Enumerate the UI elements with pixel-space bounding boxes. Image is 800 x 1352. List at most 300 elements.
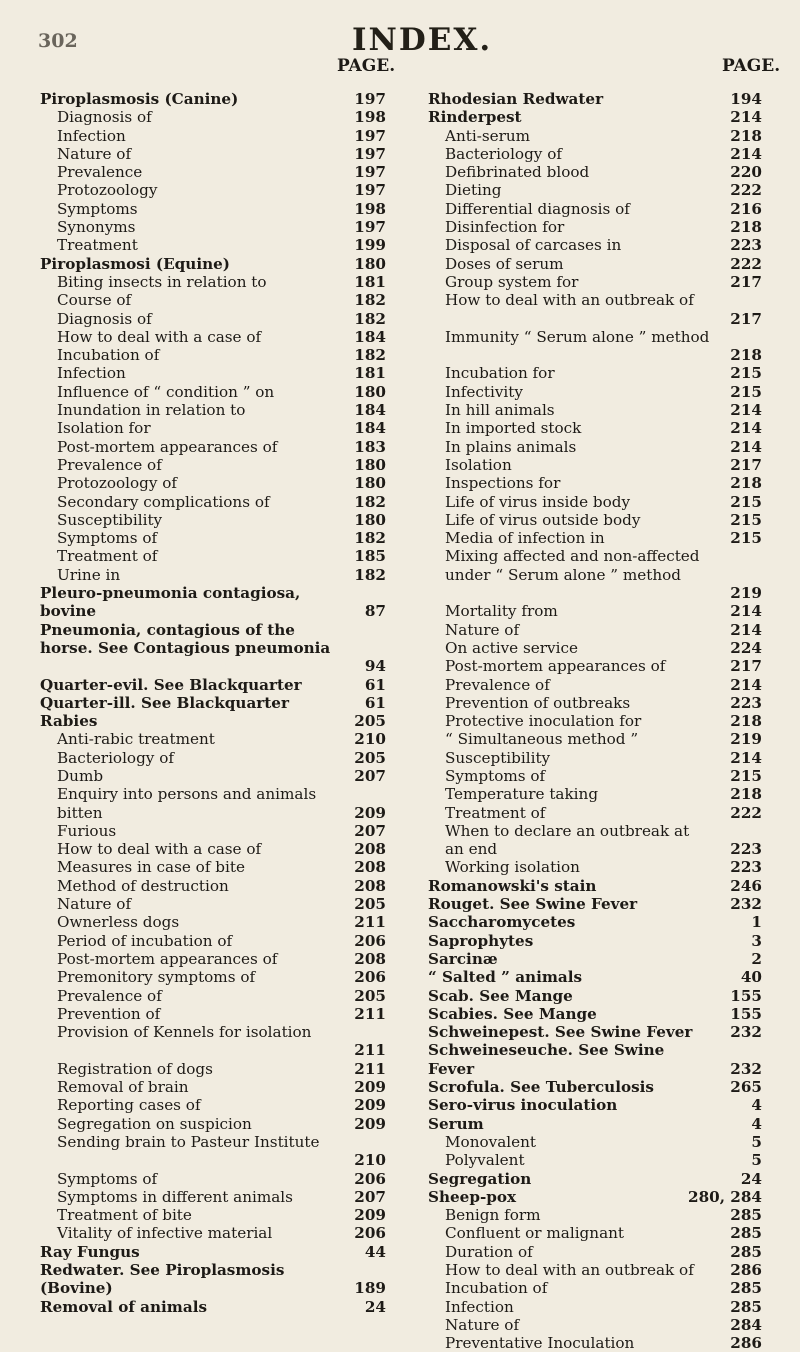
entry-page-number: 210	[350, 1151, 386, 1169]
index-subentry	[40, 987, 386, 1005]
entry-page-number: 185	[350, 547, 386, 565]
entry-term: Enquiry into persons and animals bitten	[57, 785, 317, 822]
entry-page-number: 194	[726, 90, 762, 108]
entry-page-number: 197	[350, 90, 386, 108]
entry-page-number: 232	[726, 895, 762, 913]
entry-term: Anti-serum	[445, 126, 531, 145]
entry-page-number: 219	[726, 730, 762, 748]
entry-page-number: 280, 284	[684, 1188, 762, 1206]
entry-page-number: 183	[350, 438, 386, 456]
entry-page-number: 155	[726, 987, 762, 1005]
index-subentry	[40, 822, 386, 840]
index-entry	[40, 1243, 386, 1261]
index-entry	[428, 968, 762, 986]
entry-page-number: 217	[726, 273, 762, 291]
entry-page-number: 198	[350, 200, 386, 218]
entry-page-number: 4	[747, 1096, 762, 1114]
index-subentry	[40, 218, 386, 236]
index-entry	[40, 90, 386, 108]
entry-term: Symptoms	[57, 199, 138, 218]
index-subentry	[428, 328, 762, 365]
entry-page-number: 219	[726, 584, 762, 602]
index-subentry	[428, 493, 762, 511]
entry-page-number: 180	[350, 255, 386, 273]
entry-term: Influence of “ condition ” on	[57, 382, 275, 401]
index-entry	[40, 694, 386, 712]
entry-page-number: 285	[726, 1224, 762, 1242]
index-entry	[428, 987, 762, 1005]
index-subentry	[40, 1096, 386, 1114]
entry-page-number: 215	[726, 767, 762, 785]
index-subentry	[40, 1188, 386, 1206]
entry-page-number: 215	[726, 493, 762, 511]
index-subentry	[40, 493, 386, 511]
entry-term: Confluent or malignant	[445, 1224, 625, 1243]
index-subentry	[428, 1151, 762, 1169]
entry-term: Biting insects in relation to	[57, 272, 267, 291]
entry-page-number: 180	[350, 474, 386, 492]
index-entry	[428, 877, 762, 895]
page-column-label-left: PAGE.	[337, 56, 396, 76]
index-subentry	[428, 1133, 762, 1151]
entry-page-number: 4	[747, 1115, 762, 1133]
page-column-label-right: PAGE.	[722, 56, 781, 76]
index-entry	[428, 1023, 762, 1041]
entry-page-number: 222	[726, 255, 762, 273]
entry-page-number: 208	[350, 840, 386, 858]
index-subentry	[40, 383, 386, 401]
entry-term: Prevalence	[57, 163, 143, 182]
entry-page-number: 224	[726, 639, 762, 657]
entry-page-number: 214	[726, 676, 762, 694]
index-entry	[40, 1261, 386, 1298]
entry-page-number: 180	[350, 383, 386, 401]
entry-term: Scab. See Mange	[428, 986, 573, 1005]
entry-page-number: 214	[726, 419, 762, 437]
index-entry	[428, 932, 762, 950]
index-subentry	[40, 950, 386, 968]
index-subentry	[40, 346, 386, 364]
index-entry	[428, 108, 762, 126]
index-subentry	[40, 127, 386, 145]
entry-term: How to deal with a case of	[57, 840, 262, 859]
entry-term: Temperature taking	[445, 785, 599, 804]
entry-term: How to deal with an outbreak of	[445, 1261, 694, 1279]
entry-page-number: 182	[350, 291, 386, 309]
index-subentry	[428, 621, 762, 639]
entry-term: Polyvalent	[445, 1151, 525, 1170]
entry-page-number: 265	[726, 1078, 762, 1096]
entry-page-number: 286	[726, 1334, 762, 1352]
entry-page-number: 214	[726, 602, 762, 620]
entry-page-number: 222	[726, 181, 762, 199]
index-subentry	[428, 730, 762, 748]
page-header	[0, 0, 800, 76]
entry-term: Disposal of carcases in	[445, 236, 622, 255]
entry-page-number: 182	[350, 310, 386, 328]
entry-term: Diagnosis of	[57, 309, 152, 328]
entry-term: Rabies	[40, 712, 98, 731]
entry-term: Segregation on suspicion	[57, 1114, 252, 1133]
entry-term: Treatment of	[445, 803, 546, 822]
index-subentry	[428, 694, 762, 712]
entry-term: Incubation for	[445, 364, 555, 383]
entry-page-number: 206	[350, 932, 386, 950]
index-subentry	[40, 895, 386, 913]
entry-page-number: 197	[350, 145, 386, 163]
entry-term: Life of virus inside body	[445, 492, 631, 511]
entry-term: “ Salted ” animals	[428, 968, 583, 987]
index-subentry	[428, 236, 762, 254]
index-subentry	[428, 419, 762, 437]
entry-term: Infectivity	[445, 382, 523, 401]
entry-page-number: 180	[350, 511, 386, 529]
index-subentry	[428, 163, 762, 181]
entry-page-number: 208	[350, 950, 386, 968]
entry-page-number: 286	[726, 1261, 762, 1279]
entry-page-number: 211	[350, 1005, 386, 1023]
entry-page-number: 182	[350, 529, 386, 547]
index-subentry	[40, 858, 386, 876]
index-subentry	[40, 932, 386, 950]
entry-term: Quarter-ill. See Blackquarter	[40, 693, 289, 712]
index-subentry	[40, 749, 386, 767]
index-entry	[40, 1298, 386, 1316]
entry-term: Dieting	[445, 181, 502, 200]
entry-term: Period of incubation of	[57, 931, 233, 950]
entry-term: Secondary complications of	[57, 492, 270, 511]
entry-term: Method of destruction	[57, 876, 229, 895]
index-entry	[428, 90, 762, 108]
entry-page-number: 214	[726, 145, 762, 163]
page-title: INDEX.	[352, 22, 493, 58]
entry-page-number: 209	[350, 1206, 386, 1224]
index-subentry	[428, 1206, 762, 1224]
entry-page-number: 5	[747, 1151, 762, 1169]
entry-term: Mortality from	[445, 602, 558, 621]
entry-page-number: 61	[361, 676, 386, 694]
entry-term: Inspections for	[445, 474, 561, 493]
index-subentry	[40, 1224, 386, 1242]
entry-term: Sero-virus inoculation	[428, 1096, 618, 1115]
index-subentry	[428, 456, 762, 474]
index-subentry	[40, 273, 386, 291]
entry-page-number: 206	[350, 1224, 386, 1242]
entry-term: Pleuro-pneumonia contagiosa, bovine	[40, 584, 301, 621]
entry-term: Synonyms	[57, 218, 136, 237]
entry-page-number: 220	[726, 163, 762, 181]
entry-page-number: 205	[350, 987, 386, 1005]
entry-term: “ Simultaneous method ”	[445, 730, 639, 749]
entry-term: Isolation for	[57, 419, 151, 438]
index-entry	[40, 255, 386, 273]
index-subentry	[428, 657, 762, 675]
entry-term: Infection	[57, 126, 126, 145]
entry-term: Doses of serum	[445, 254, 564, 273]
entry-term: Infection	[445, 1297, 514, 1316]
entry-term: Course of	[57, 291, 132, 310]
entry-term: Differential diagnosis of	[445, 199, 630, 218]
entry-page-number: 61	[361, 694, 386, 712]
entry-page-number: 197	[350, 163, 386, 181]
index-subentry	[40, 785, 386, 822]
entry-term: In plains animals	[445, 437, 577, 456]
index-subentry	[428, 291, 762, 328]
entry-page-number: 217	[726, 310, 762, 328]
entry-term: Rhodesian Redwater	[428, 90, 604, 108]
index-subentry	[40, 1206, 386, 1224]
entry-page-number: 180	[350, 456, 386, 474]
entry-term: Defibrinated blood	[445, 163, 590, 182]
entry-term: Scrofula. See Tuberculosis	[428, 1078, 654, 1097]
entry-term: Post-mortem appearances of	[57, 437, 278, 456]
entry-page-number: 223	[726, 236, 762, 254]
entry-page-number: 181	[350, 273, 386, 291]
entry-page-number: 184	[350, 328, 386, 346]
entry-term: Monovalent	[445, 1132, 536, 1151]
index-subentry	[428, 529, 762, 547]
entry-page-number: 205	[350, 712, 386, 730]
entry-term: Measures in case of bite	[57, 858, 245, 877]
entry-page-number: 209	[350, 1096, 386, 1114]
entry-page-number: 209	[350, 804, 386, 822]
index-subentry	[40, 913, 386, 931]
index-entry	[428, 1170, 762, 1188]
index-subentry	[428, 383, 762, 401]
entry-page-number: 214	[726, 401, 762, 419]
index-subentry	[428, 676, 762, 694]
entry-page-number: 208	[350, 858, 386, 876]
entry-page-number: 214	[726, 438, 762, 456]
entry-page-number: 218	[726, 127, 762, 145]
index-subentry	[428, 218, 762, 236]
entry-term: Susceptibility	[57, 510, 163, 529]
entry-term: Prevention of	[57, 1004, 161, 1023]
index-subentry	[428, 712, 762, 730]
entry-term: Saccharomycetes	[428, 913, 576, 932]
entry-page-number: 2	[747, 950, 762, 968]
index-subentry	[428, 1298, 762, 1316]
index-entry	[40, 621, 386, 676]
index-subentry	[428, 639, 762, 657]
entry-term: Prevalence of	[445, 675, 550, 694]
entry-page-number: 198	[350, 108, 386, 126]
entry-term: Reporting cases of	[57, 1096, 201, 1115]
entry-page-number: 181	[350, 364, 386, 382]
entry-term: Protective inoculation for	[445, 712, 642, 731]
index-subentry	[40, 438, 386, 456]
index-subentry	[40, 181, 386, 199]
index-entry	[428, 913, 762, 931]
entry-term: Susceptibility	[445, 748, 551, 767]
entry-term: Vitality of infective material	[57, 1224, 273, 1243]
index-subentry	[428, 1243, 762, 1261]
entry-page-number: 218	[726, 346, 762, 364]
entry-term: Nature of	[57, 895, 132, 914]
index-entry	[428, 1005, 762, 1023]
entry-term: Benign form	[445, 1206, 541, 1225]
index-subentry	[40, 529, 386, 547]
entry-term: Incubation of	[445, 1279, 548, 1298]
entry-page-number: 217	[726, 657, 762, 675]
entry-page-number: 285	[726, 1298, 762, 1316]
entry-term: Isolation	[445, 455, 512, 474]
index-entry	[40, 676, 386, 694]
index-subentry	[428, 804, 762, 822]
entry-term: Treatment	[57, 236, 138, 255]
index-subentry	[40, 1078, 386, 1096]
entry-page-number: 211	[350, 913, 386, 931]
entry-term: Saprophytes	[428, 931, 534, 950]
entry-page-number: 211	[350, 1041, 386, 1059]
entry-page-number: 232	[726, 1023, 762, 1041]
entry-term: Prevention of outbreaks	[445, 693, 631, 712]
entry-term: Infection	[57, 364, 126, 383]
index-subentry	[428, 181, 762, 199]
index-subentry	[40, 566, 386, 584]
index-entry	[428, 1115, 762, 1133]
entry-term: Sheep-pox	[428, 1187, 517, 1206]
index-subentry	[40, 877, 386, 895]
index-subentry	[40, 1115, 386, 1133]
entry-term: Schweineseuche. See Swine Fever	[428, 1041, 665, 1078]
index-subentry	[40, 419, 386, 437]
index-subentry	[40, 840, 386, 858]
entry-page-number: 215	[726, 383, 762, 401]
entry-term: When to declare an outbreak at an end	[445, 821, 690, 859]
entry-term: Romanowski's stain	[428, 876, 597, 895]
entry-term: In imported stock	[445, 419, 582, 438]
index-subentry	[40, 456, 386, 474]
index-subentry	[428, 858, 762, 876]
entry-page-number: 214	[726, 749, 762, 767]
index-entry	[40, 584, 386, 621]
entry-page-number: 206	[350, 968, 386, 986]
index-subentry	[428, 255, 762, 273]
entry-page-number: 285	[726, 1279, 762, 1297]
entry-term: Removal of brain	[57, 1078, 189, 1097]
index-subentry	[40, 511, 386, 529]
entry-page-number: 214	[726, 108, 762, 126]
entry-term: Scabies. See Mange	[428, 1004, 597, 1023]
entry-page-number: 5	[747, 1133, 762, 1151]
entry-term: Mixing affected and non-affected under “ Serum alone ” method	[445, 547, 700, 584]
entry-term: Protozoology of	[57, 474, 178, 493]
index-subentry	[428, 145, 762, 163]
index-subentry	[428, 438, 762, 456]
index-entry	[428, 950, 762, 968]
index-entry	[428, 895, 762, 913]
entry-page-number: 232	[726, 1060, 762, 1078]
index-subentry	[40, 328, 386, 346]
index-subentry	[40, 364, 386, 382]
index-subentry	[40, 145, 386, 163]
entry-term: Nature of	[57, 144, 132, 163]
entry-term: Segregation	[428, 1169, 532, 1188]
entry-page-number: 209	[350, 1115, 386, 1133]
entry-term: Disinfection for	[445, 218, 565, 237]
index-subentry	[428, 273, 762, 291]
index-subentry	[428, 364, 762, 382]
index-subentry	[40, 767, 386, 785]
index-subentry	[428, 1334, 762, 1352]
entry-page-number: 205	[350, 749, 386, 767]
index-subentry	[40, 401, 386, 419]
entry-page-number: 208	[350, 877, 386, 895]
index-subentry	[40, 547, 386, 565]
entry-term: Prevalence of	[57, 455, 162, 474]
index-subentry	[40, 291, 386, 309]
entry-page-number: 94	[361, 657, 386, 675]
entry-term: Nature of	[445, 620, 520, 639]
index-subentry	[428, 767, 762, 785]
index-entry	[428, 1041, 762, 1078]
entry-page-number: 223	[726, 840, 762, 858]
entry-term: Working isolation	[445, 858, 580, 877]
entry-page-number: 218	[726, 785, 762, 803]
index-subentry	[428, 1261, 762, 1279]
entry-page-number: 218	[726, 474, 762, 492]
index-entry	[428, 1188, 762, 1206]
entry-term: Redwater. See Piroplasmosis (Bovine)	[40, 1261, 285, 1298]
entry-term: Ray Fungus	[40, 1242, 140, 1261]
index-subentry	[428, 474, 762, 492]
index-subentry	[428, 602, 762, 620]
entry-term: Treatment of bite	[57, 1206, 192, 1225]
entry-term: Post-mortem appearances of	[57, 949, 278, 968]
index-subentry	[40, 1005, 386, 1023]
index-subentry	[428, 749, 762, 767]
entry-term: Premonitory symptoms of	[57, 968, 256, 987]
entry-term: Piroplasmosi (Equine)	[40, 254, 230, 273]
index-entry	[40, 712, 386, 730]
index-subentry	[40, 108, 386, 126]
index-subentry	[428, 1224, 762, 1242]
entry-term: Inundation in relation to	[57, 401, 246, 420]
entry-term: Quarter-evil. See Blackquarter	[40, 675, 302, 694]
entry-page-number: 207	[350, 1188, 386, 1206]
entry-page-number: 209	[350, 1078, 386, 1096]
entry-page-number: 199	[350, 236, 386, 254]
entry-term: Symptoms in different animals	[57, 1187, 293, 1206]
entry-term: Symptoms of	[57, 1169, 158, 1188]
entry-term: How to deal with a case of	[57, 327, 262, 346]
entry-term: Serum	[428, 1114, 484, 1133]
page-number: 302	[38, 30, 78, 52]
entry-page-number: 207	[350, 767, 386, 785]
entry-term: Duration of	[445, 1242, 533, 1261]
entry-term: Provision of Kennels for isolation	[57, 1023, 312, 1042]
entry-page-number: 218	[726, 218, 762, 236]
entry-page-number: 182	[350, 493, 386, 511]
entry-page-number: 215	[726, 529, 762, 547]
index-subentry	[428, 401, 762, 419]
entry-page-number: 205	[350, 895, 386, 913]
entry-page-number: 218	[726, 712, 762, 730]
entry-term: Piroplasmosis (Canine)	[40, 90, 239, 108]
entry-page-number: 182	[350, 566, 386, 584]
entry-term: Urine in	[57, 565, 121, 584]
entry-term: How to deal with an outbreak of	[445, 291, 694, 310]
entry-term: Rouget. See Swine Fever	[428, 895, 638, 914]
entry-term: Prevalence of	[57, 986, 162, 1005]
entry-page-number: 44	[361, 1243, 386, 1261]
entry-term: Pneumonia, contagious of the horse. See Contagious pneumonia	[40, 620, 331, 657]
entry-term: Removal of animals	[40, 1297, 208, 1316]
entry-page-number: 24	[361, 1298, 386, 1316]
entry-page-number: 223	[726, 858, 762, 876]
entry-term: Sending brain to Pasteur Institute	[57, 1132, 320, 1151]
